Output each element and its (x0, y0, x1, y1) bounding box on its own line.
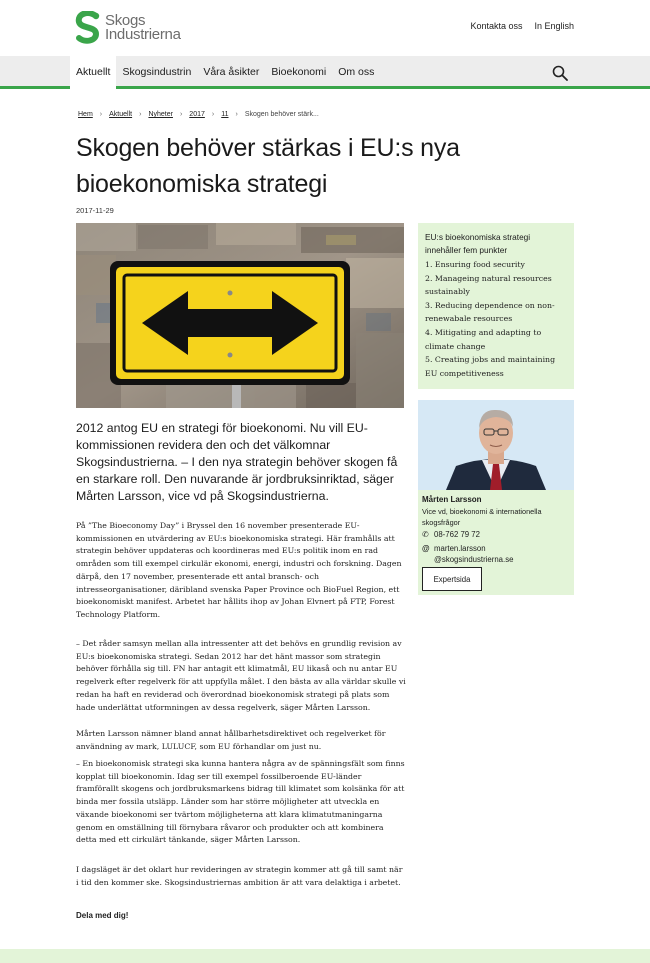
chevron-right-icon: › (235, 111, 238, 118)
contact-email[interactable] (434, 543, 513, 565)
breadcrumb (78, 111, 319, 118)
breadcrumb-current: Skogen behöver stärk... (244, 111, 319, 118)
list-item: 3. Reducing dependence on non-renewabale resources (425, 300, 555, 324)
contact-phone[interactable]: 08-762 79 72 (434, 530, 480, 539)
contact-email-line1: marten.larsson (434, 544, 486, 553)
footer-band (0, 949, 650, 963)
nav-item-bioekonomi[interactable]: Bioekonomi (271, 66, 327, 78)
contact-title: Vice vd, bioekonomi & internationella skogsfrågor (422, 507, 542, 527)
nav-item-skogsindustrin[interactable]: Skogsindustrin (122, 66, 192, 78)
share-heading: Dela med dig! (76, 911, 129, 920)
list-item: 2. Manageing natural resources sustainably (425, 273, 552, 297)
article-paragraph: I dagsläget är det oklart hur revideringen av strategin kommer att gå till samt när i tid den kommer ske. Skogsindustriernas ambition är att vara delaktiga i arbetet. (76, 865, 403, 887)
contact-email-line2: @skogsindustrierna.se (434, 555, 514, 564)
logo-s-icon (74, 11, 102, 45)
search-icon[interactable] (552, 65, 568, 81)
nav-item-om-oss[interactable]: Om oss (338, 66, 375, 78)
hero-image (76, 223, 404, 408)
phone-icon: ✆ (422, 530, 429, 539)
chevron-right-icon: › (211, 111, 215, 118)
at-icon: @ (422, 544, 430, 553)
list-item: 4. Mitigating and adapting to climate change (425, 327, 542, 351)
page-title: Skogen behöver stärkas i EU:s nya bioekonomiska strategi (76, 134, 460, 198)
contact-link[interactable]: Kontakta oss (470, 21, 523, 31)
factbox (418, 223, 574, 389)
article-paragraph: På ”The Bioeconomy Day” i Bryssel den 16 november presenterade EU-kommissionen en utvärdering av EU:s bioekonomiska strategi. Här framhålls att strategin behöver uppdateras och koordineras med EU:s politik inom en rad områden som till exempel cirkulär ekonomi, energi, industri och forskning. Dagen därpå, den 17 november, presenterade ett antal bransch- och intresseorganisationer, däribland svenska Paper Province och BioFuel Region, ett bioekonomiskt manifest. Arbetet har hållits ihop av Johan Elvnert på FTP, Forest Technology Platform. (76, 521, 402, 619)
contact-email-row (422, 543, 513, 565)
contact-name: Mårten Larsson (422, 495, 482, 504)
chevron-right-icon: › (179, 111, 183, 118)
article-paragraph: Mårten Larsson nämner bland annat hållbarhetsdirektivet och regelverket för användning av mark, LULUCF, som EU förhandlar om just nu. (76, 729, 386, 751)
list-item: 1. Ensuring food security (425, 260, 525, 269)
article-date: 2017-11-29 (76, 206, 114, 215)
chevron-right-icon: › (99, 111, 103, 118)
site-header (0, 0, 650, 56)
main-nav (0, 56, 650, 89)
contact-card (418, 400, 574, 595)
article-paragraph: – Det råder samsyn mellan alla intressenter att det behövs en grundlig revision av EU:s bioekonomiska strategi. Sedan 2012 har det hänt massor som strategin behöver förhålla sig till. FN har antagit ett klimatmål, EU likaså och nu antar EU regelverk efter regelverk för att uppfylla målet. I den bästa av alla världar skulle vi redan ha haft en reviderad och överordnad bioekonomisk strategi på plats som hade underlättat utformningen av dessa regelverk, säger Mårten Larsson. (76, 639, 406, 712)
nav-item-aktuellt[interactable]: Aktuellt (70, 56, 116, 89)
factbox-list (425, 258, 567, 380)
top-links (470, 21, 574, 31)
list-item: 5. Creating jobs and maintaining EU competitiveness (425, 355, 556, 378)
breadcrumb-2017[interactable]: 2017 (189, 111, 205, 118)
contact-phone-row (422, 530, 480, 539)
chevron-right-icon: › (139, 111, 142, 118)
article-paragraph: – En bioekonomisk strategi ska kunna hantera några av de spänningsfält som finns kopplat till bioekonomin. Idag ser till exempel fossilberoende EU-länder framförallt skogens och jordbruksmarkens bidrag till klimatet som kolsänka för att binda mer fossila utsläpp. Länder som har större möjligheter att utveckla en växande bioekonomi ser tvärtom möjligheterna att klara klimatutmaningarna genom en omställning till förnybara råvaror och produkter och att kombinera detta med ett cirkulärt tänkande, säger Mårten Larsson. (76, 759, 405, 845)
english-link[interactable]: In English (534, 21, 574, 31)
breadcrumb-11[interactable]: 11 (221, 111, 229, 118)
logo-wordmark: Skogs Industrierna (105, 12, 181, 43)
expert-page-button[interactable]: Expertsida (422, 567, 482, 591)
breadcrumb-aktuellt[interactable]: Aktuellt (109, 111, 133, 118)
nav-item-vara-asikter[interactable]: Våra åsikter (203, 66, 260, 78)
factbox-heading: EU:s bioekonomiska strategi innehåller fem punkter (425, 232, 531, 255)
breadcrumb-hem[interactable]: Hem (78, 111, 93, 118)
contact-portrait (418, 400, 574, 490)
article-lead: 2012 antog EU en strategi för bioekonomi. Nu vill EU-kommissionen revidera den och det välkomnar Skogsindustrierna. – I den nya strategin behöver skogen få en starkare roll. Den nuvarande är jordbruksinriktad, säger Mårten Larsson, vice vd på Skogsindustrierna. (76, 421, 398, 503)
breadcrumb-nyheter[interactable]: Nyheter (148, 111, 173, 118)
site-logo[interactable] (74, 10, 181, 46)
